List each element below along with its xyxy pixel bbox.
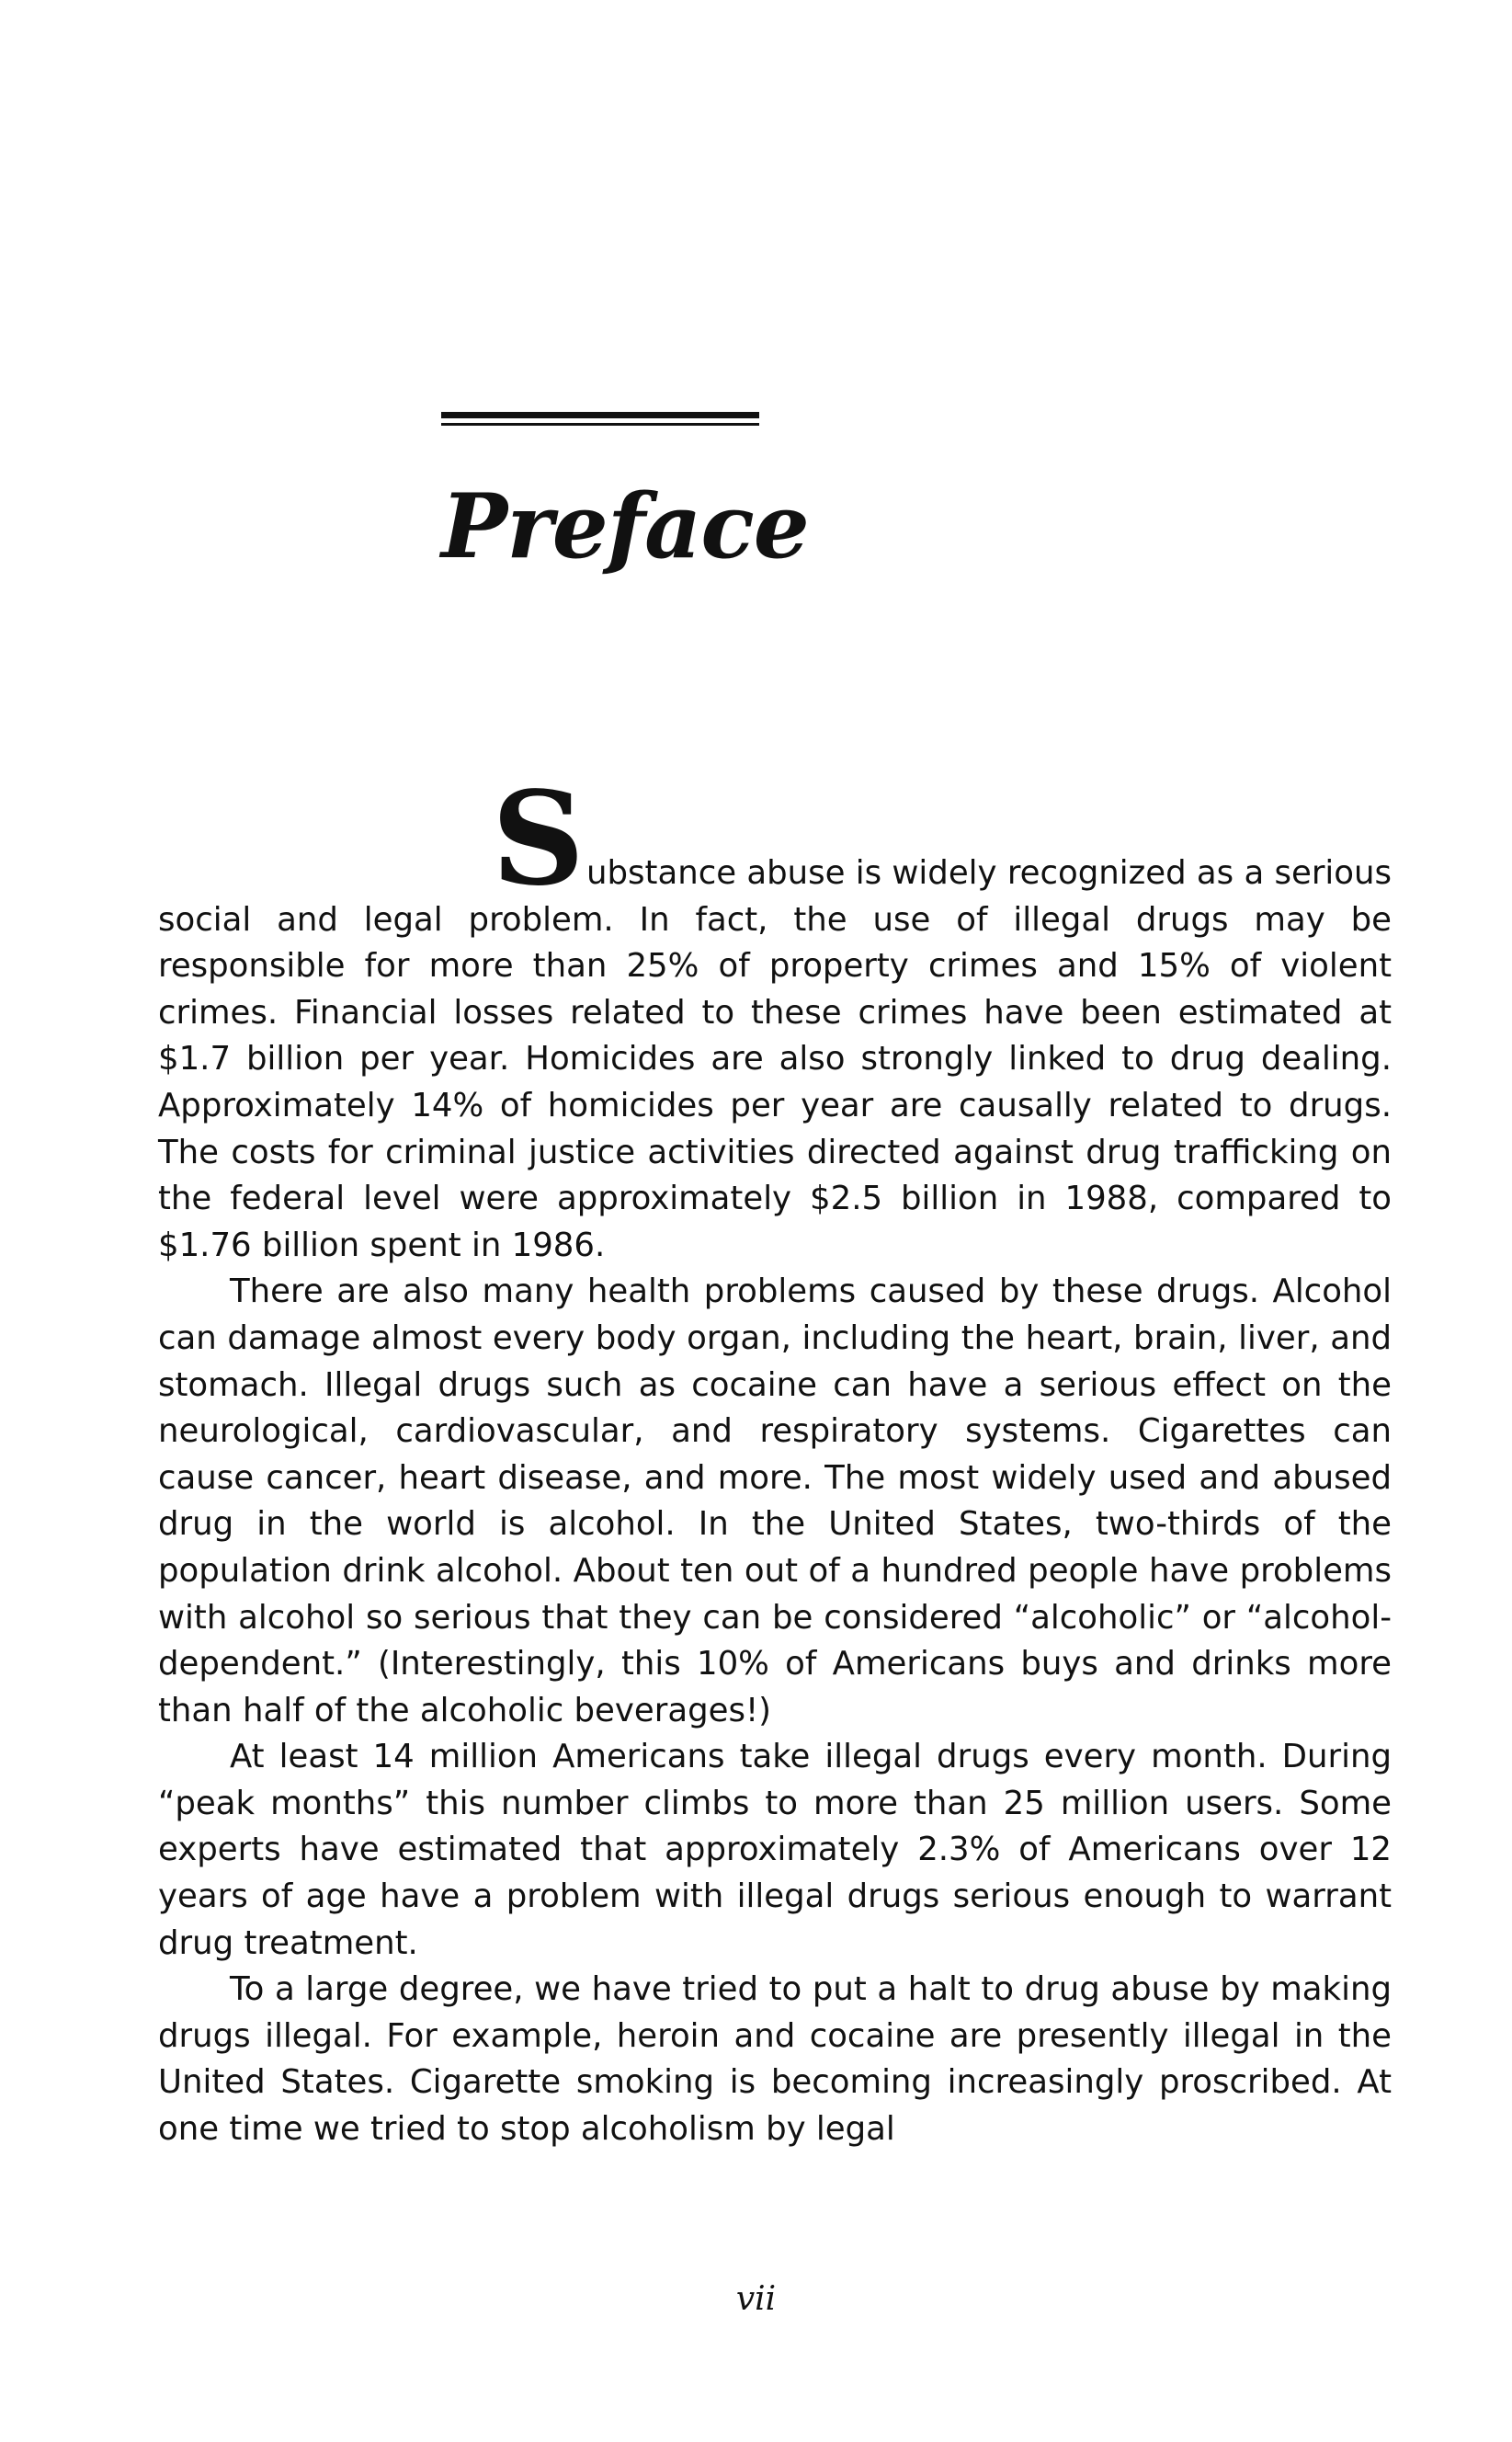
first-line-text: ubstance abuse is widely recognized as a serious	[586, 854, 1392, 892]
paragraph-1-text: social and legal problem. In fact, the use of illegal drugs may be responsible for more than 25% of property crimes and 15% of violent crimes. Financial losses related to these crimes have been estimated at $1.7 billion per year. Homicides are also strongly linked to drug dealing. Approximately 14% of homicides per year are causally related to drugs. The costs for criminal justice activities directed against drug trafficking on the federal level were approximately $2.5 billion in 1988, compared to $1.76 billion spent in 1986.	[158, 900, 1392, 1264]
first-line	[158, 764, 1392, 915]
paragraph-3: At least 14 million Americans take illegal drugs every month. During “peak months” this number climbs to more than 25 million users. Some experts have estimated that approximately 2.3% of Americans over 12 years of age have a problem with illegal drugs serious enough to warrant drug treatment.	[158, 1738, 1392, 1962]
page-number: vii	[735, 2280, 777, 2318]
title-rule	[441, 412, 759, 428]
title-rule-thick	[441, 412, 759, 418]
paragraph-1	[158, 764, 1392, 1269]
title-rule-thin	[441, 423, 759, 426]
body-text	[158, 764, 1392, 2153]
chapter-title: Preface	[441, 474, 809, 578]
paragraph-4: To a large degree, we have tried to put a halt to drug abuse by making drugs illegal. For example, heroin and cocaine are presently illegal in the United States. Cigarette smoking is becoming increasingly proscribed. At one time we tried to stop alcoholism by legal	[158, 1970, 1392, 2149]
drop-cap: S	[491, 764, 585, 915]
paragraph-2: There are also many health problems caused by these drugs. Alcohol can damage almost every body organ, including the heart, brain, liver, and stomach. Illegal drugs such as cocaine can have a serious effect on the neurological, cardiovascular, and respiratory systems. Cigarettes can cause cancer, heart disease, and more. The most widely used and abused drug in the world is alcohol. In the United States, two-thirds of the population drink alcohol. About ten out of a hundred people have problems with alcohol so serious that they can be considered “alcoholic” or “alcohol-dependent.” (Interestingly, this 10% of Americans buys and drinks more than half of the alcoholic beverages!)	[158, 1272, 1392, 1729]
